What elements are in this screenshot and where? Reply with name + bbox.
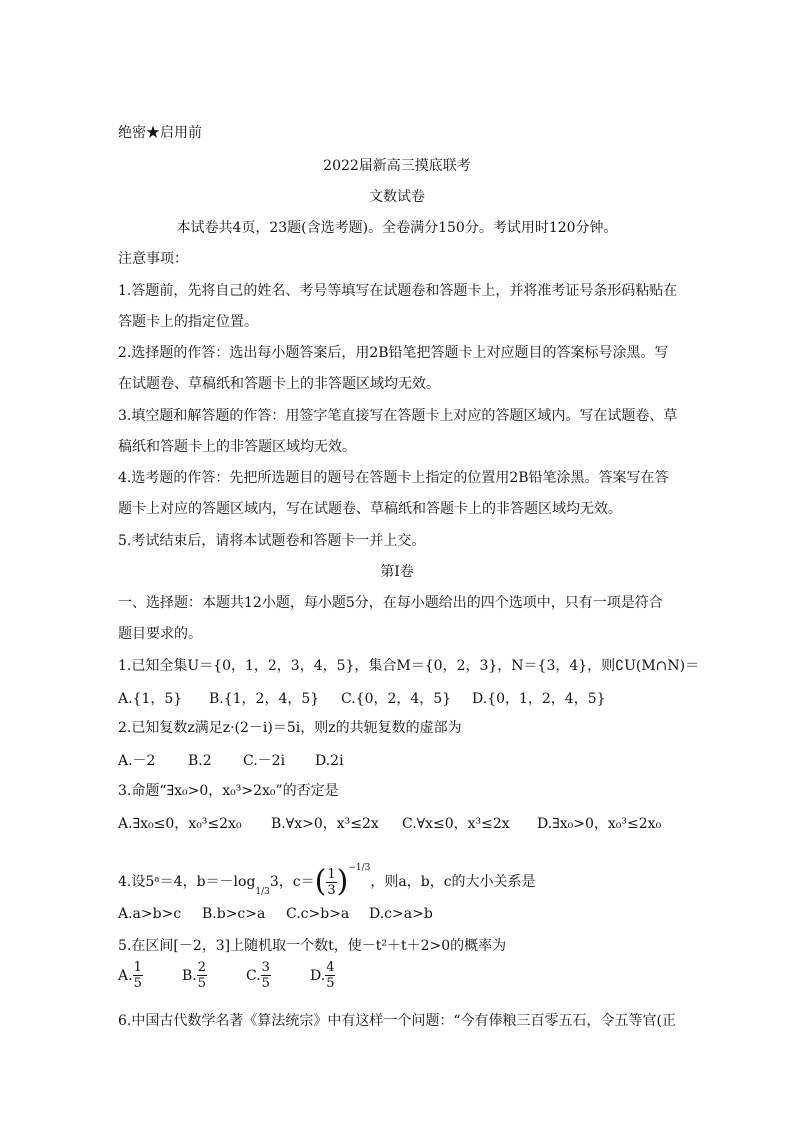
- exam-title: 2022届新高三摸底联考: [323, 158, 471, 174]
- q4-log-arg: 3: [269, 874, 279, 890]
- note-1b: 答题卡上的指定位置。: [118, 314, 258, 330]
- q5-option-d: D. $\frac{4}{5}$: [310, 960, 335, 991]
- q1-option-a: A.{1，5}: [118, 691, 183, 707]
- note-2a: 2.选择题的作答：选出每小题答案后，用2B铅笔把答题卡上对应题目的答案标号涂黑。写: [118, 345, 669, 361]
- q3-option-b: B.∀x>0，x³≤2x: [271, 816, 379, 832]
- question-2-stem: 2.已知复数z满足z·(2－i)＝5i，则z的共轭复数的虚部为: [118, 720, 462, 736]
- question-5-options: [118, 960, 335, 991]
- exam-subject: 文数试卷: [369, 189, 425, 205]
- q4-option-a: A.a>b>c: [118, 906, 182, 922]
- q5-c-den: 5: [261, 976, 270, 991]
- note-3b: 稿纸和答题卡上的非答题区域均无效。: [118, 439, 356, 455]
- question-3-stem: 3.命题“∃x₀>0，x₀³>2x₀”的否定是: [118, 783, 339, 799]
- q4-frac-den: 3: [327, 882, 336, 898]
- exam-info: 本试卷共4页，23题(含选考题)。全卷满分150分。考试用时120分钟。: [176, 220, 618, 236]
- note-1a: 1.答题前，先将自己的姓名、考号等填写在试题卷和答题卡上，并将准考证号条形码粘贴在: [118, 283, 678, 299]
- q4-c-pre: ，c＝: [278, 874, 315, 890]
- q2-option-a: A.－2: [118, 753, 156, 769]
- note-5: 5.考试结束后，请将本试题卷和答题卡一并上交。: [118, 533, 426, 549]
- q4-option-c: C.c>b>a: [286, 906, 350, 922]
- q5-b-num: 2: [197, 960, 207, 975]
- question-1-stem: 1.已知全集U＝{0，1，2，3，4，5}，集合M＝{0，2，3}，N＝{3，4}，则∁U(M∩N)＝: [118, 658, 700, 674]
- q2-option-d: D.2i: [315, 753, 344, 769]
- q5-option-a: A. $\frac{1}{5}$: [118, 960, 142, 991]
- question-3-options: [118, 813, 661, 833]
- q1-option-d: D.{0，1，2，4，5}: [472, 691, 606, 707]
- q4-exponent: −1/3: [348, 863, 371, 873]
- q5-option-c: C. $\frac{3}{5}$: [246, 960, 270, 991]
- q5-a-den: 5: [133, 976, 142, 991]
- question-6-stem: 6.中国古代数学名著《算法统宗》中有这样一个问题：“今有俸粮三百零五石，令五等官(正: [118, 1013, 676, 1029]
- q4-stem-post: ，则a，b，c的大小关系是: [370, 874, 536, 890]
- q1-option-c: C.{0，2，4，5}: [341, 691, 452, 707]
- q1-option-b: B.{1，2，4，5}: [209, 691, 320, 707]
- q2-option-c: C.－2i: [243, 753, 286, 769]
- q4-option-d: D.c>a>b: [369, 906, 433, 922]
- q4-frac-num: 1: [327, 866, 336, 882]
- note-2b: 在试题卷、草稿纸和答题卡上的非答题区域均无效。: [118, 376, 440, 392]
- q5-option-b: B. $\frac{2}{5}$: [182, 960, 207, 991]
- q3-option-a: A.∃x₀≤0，x₀³≤2x₀: [118, 816, 242, 832]
- q4-fraction: [326, 867, 336, 898]
- secret-mark: 绝密★启用前: [118, 125, 202, 141]
- q2-option-b: B.2: [188, 753, 212, 769]
- section-intro-b: 题目要求的。: [118, 626, 202, 642]
- q5-c-num: 3: [261, 960, 270, 975]
- q5-d-num: 4: [326, 960, 335, 975]
- question-5-stem: 5.在区间[－2，3]上随机取一个数t，使－t²＋t＋2>0的概率为: [118, 938, 507, 954]
- part-title: 第Ⅰ卷: [380, 564, 414, 580]
- section-intro-a: 一、选择题：本题共12小题，每小题5分，在每小题给出的四个选项中，只有一项是符合: [118, 595, 663, 611]
- note-3a: 3.填空题和解答题的作答：用签字笔直接写在答题卡上对应的答题区域内。写在试题卷、草: [118, 408, 678, 424]
- question-1-options: [118, 688, 606, 708]
- q4-option-b: B.b>c>a: [202, 906, 266, 922]
- notes-heading: 注意事项：: [118, 251, 188, 267]
- q5-d-den: 5: [326, 976, 335, 991]
- note-4a: 4.选考题的作答：先把所选题目的题号在答题卡上指定的位置用2B铅笔涂黑。答案写在答: [118, 470, 669, 486]
- question-4-stem: 4.设5ᵃ＝4，$b=-\log_{1/3}3$，c＝( $\frac{1}{3}$ )$^{-1/3}$，则a，b，c的大小关系是: [118, 863, 536, 899]
- note-4b: 题卡上对应的答题区域内，写在试题卷、草稿纸和答题卡上的非答题区域均无效。: [118, 501, 622, 517]
- q4-log-base: 1/3: [255, 887, 270, 897]
- q5-b-den: 5: [197, 976, 207, 991]
- question-4-options: [118, 906, 433, 922]
- q3-option-d: D.∃x₀>0，x₀³≤2x₀: [537, 816, 662, 832]
- q3-option-c: C.∀x≤0，x³≤2x: [402, 816, 510, 832]
- q5-a-num: 1: [133, 960, 142, 975]
- q4-stem-pre: 4.设5ᵃ＝4，b＝－log: [118, 874, 256, 890]
- question-2-options: [118, 750, 344, 770]
